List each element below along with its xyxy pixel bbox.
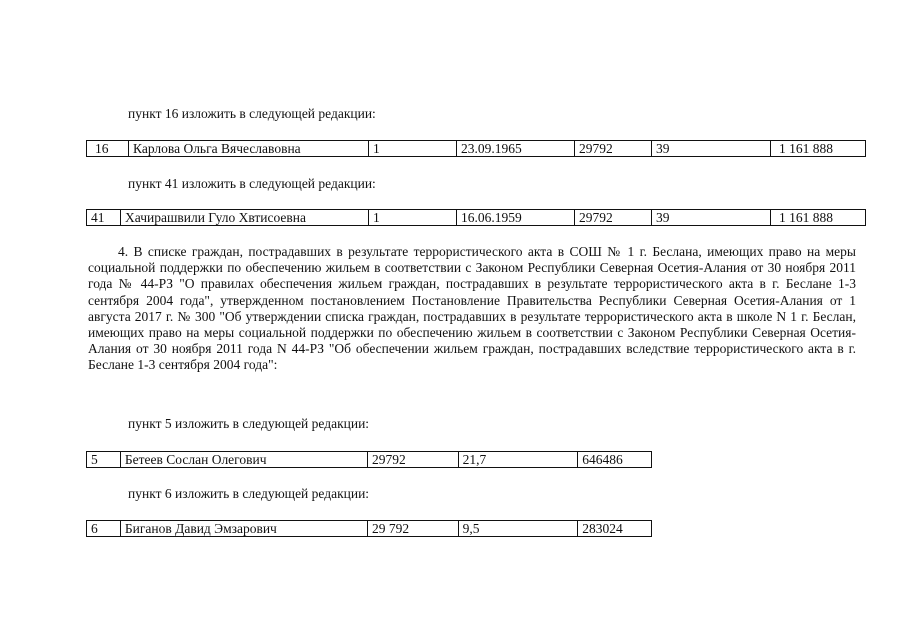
instruction-item-5: пункт 5 изложить в следующей редакции: (128, 416, 370, 431)
cell-amount: 1 161 888 (779, 141, 833, 156)
table-row-16 (86, 140, 866, 157)
cell-full-name: Бетеев Сослан Олегович (121, 452, 368, 467)
instruction-item-41: пункт 41 изложить в следующей редакции: (128, 176, 376, 191)
cell-area: 39 (652, 141, 771, 156)
cell-price-per-sqm: 29 792 (368, 521, 459, 536)
cell-family-size: 1 (369, 210, 457, 225)
cell-area: 9,5 (459, 521, 579, 536)
cell-number: 41 (87, 210, 121, 225)
cell-price-per-sqm: 29792 (575, 141, 652, 156)
table-row-41 (86, 209, 866, 226)
cell-area: 21,7 (459, 452, 579, 467)
cell-number: 6 (87, 521, 121, 536)
cell-birth-date: 16.06.1959 (457, 210, 575, 225)
cell-number: 5 (87, 452, 121, 467)
cell-amount: 646486 (582, 452, 623, 467)
cell-area: 39 (652, 210, 771, 225)
cell-amount: 283024 (582, 521, 623, 536)
table-row-5 (86, 451, 652, 468)
cell-full-name: Карлова Ольга Вячеславовна (129, 141, 369, 156)
instruction-item-16: пункт 16 изложить в следующей редакции: (128, 106, 376, 121)
cell-amount: 1 161 888 (779, 210, 833, 225)
paragraph-4: 4. В списке граждан, пострадавших в результате террористического акта в СОШ № 1 г. Беслана, имеющих право на меры социальной поддержки по обеспечению жильем в соответствии с Законом Республики Северная Осетия-Алания от 30 ноября 2011 года № 44-РЗ "О правилах обеспечения жильем граждан, пострадавших в результате террористического акта в г. Беслане 1-3 сентября 2004 года", утвержденном постановлением Постановление Правительства Республики Северная Осетия-Алания от 1 августа 2017 г. № 300 "Об утверждении списка граждан, пострадавших в результате террористического акта в школе N 1 г. Беслан, имеющих право на меры социальной поддержки по обеспечению жильем в соответствии с Законом Республики Северная Осетия-Алания от 30 ноября 2011 года N 44-РЗ "Об обеспечении жильем граждан, пострадавших вследствие террористического акта в г. Беслане 1-3 сентября 2004 года": (88, 244, 856, 373)
instruction-item-6: пункт 6 изложить в следующей редакции: (128, 486, 370, 501)
table-row-6 (86, 520, 652, 537)
cell-full-name: Хачирашвили Гуло Хвтисоевна (121, 210, 369, 225)
cell-full-name: Биганов Давид Эмзарович (121, 521, 368, 536)
cell-number: 16 (87, 141, 129, 156)
cell-family-size: 1 (369, 141, 457, 156)
cell-price-per-sqm: 29792 (368, 452, 459, 467)
cell-price-per-sqm: 29792 (575, 210, 652, 225)
cell-birth-date: 23.09.1965 (457, 141, 575, 156)
